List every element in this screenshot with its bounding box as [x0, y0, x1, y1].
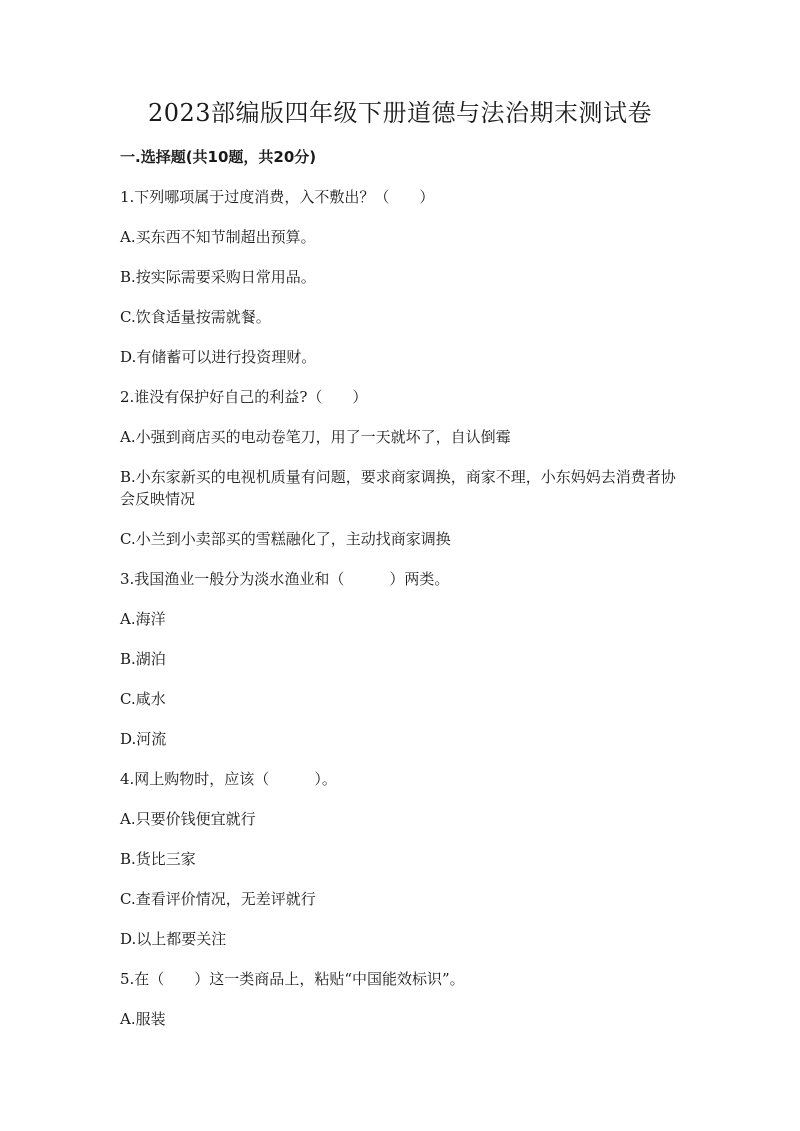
answer-option: C.咸水: [120, 690, 166, 708]
answer-option: A.只要价钱便宜就行: [120, 810, 256, 828]
answer-option: B.按实际需要采购日常用品。: [120, 268, 316, 286]
question-stem: 4.网上购物时，应该（ ）。: [120, 770, 337, 788]
question-stem: 5.在（ ）这一类商品上，粘贴“中国能效标识”。: [120, 970, 465, 988]
answer-option: C.小兰到小卖部买的雪糕融化了，主动找商家调换: [120, 530, 451, 548]
question-stem: 1.下列哪项属于过度消费，入不敷出？（ ）: [120, 188, 435, 206]
answer-option: D.有储蓄可以进行投资理财。: [120, 348, 317, 366]
answer-option: B.小东家新买的电视机质量有问题，要求商家调换，商家不理，小东妈妈去消费者协会反映情况: [120, 468, 676, 508]
answer-option: B.湖泊: [120, 650, 166, 668]
answer-option: C.饮食适量按需就餐。: [120, 308, 271, 326]
question-list: [120, 186, 680, 1048]
question-stem: 2.谁没有保护好自己的利益?（ ）: [120, 388, 368, 406]
section-heading: 一.选择题(共10题，共20分): [120, 148, 317, 166]
question-stem: 3.我国渔业一般分为淡水渔业和（ ）两类。: [120, 570, 450, 588]
page-title: 2023部编版四年级下册道德与法治期末测试卷: [147, 99, 653, 127]
answer-option: A.服装: [120, 1010, 166, 1028]
answer-option: C.查看评价情况，无差评就行: [120, 890, 316, 908]
answer-option: A.买东西不知节制超出预算。: [120, 228, 316, 246]
answer-option: A.小强到商店买的电动卷笔刀，用了一天就坏了，自认倒霉: [120, 428, 511, 446]
answer-option: D.以上都要关注: [120, 930, 227, 948]
answer-option: A.海洋: [120, 610, 166, 628]
answer-option: B.货比三家: [120, 850, 196, 868]
answer-option: D.河流: [120, 730, 167, 748]
